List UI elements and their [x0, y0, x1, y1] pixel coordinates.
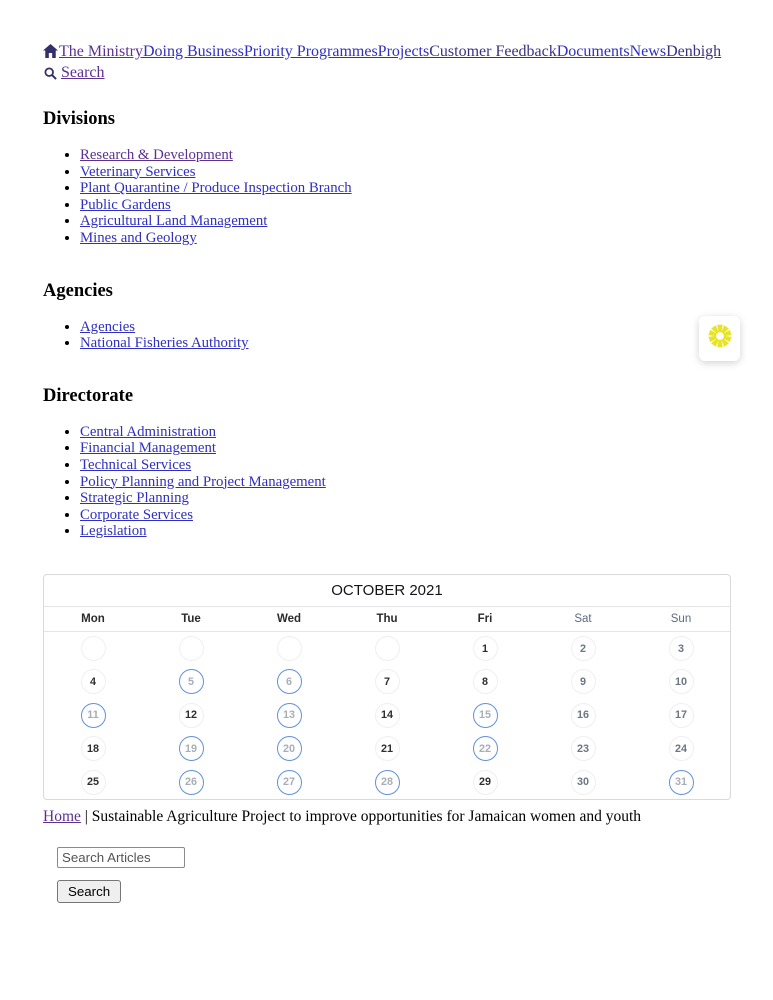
calendar-day-6-event[interactable]: 6: [277, 669, 302, 694]
calendar-day-8: 8: [473, 669, 498, 694]
link-national-fisheries-authority[interactable]: National Fisheries Authority: [80, 335, 249, 352]
calendar-weekday-wed: Wed: [276, 612, 302, 625]
list-item: [80, 213, 731, 230]
list-item: [80, 424, 731, 441]
calendar-weekday-tue: Tue: [181, 612, 201, 625]
list-item: [80, 440, 731, 457]
calendar-day-4: 4: [81, 669, 106, 694]
calendar-day-25: 25: [81, 770, 106, 795]
calendar-day-20-event[interactable]: 20: [277, 736, 302, 761]
nav-link-news[interactable]: News: [629, 43, 667, 60]
calendar-day-26-event[interactable]: 26: [179, 770, 204, 795]
home-breadcrumb-link[interactable]: Home: [43, 807, 81, 825]
calendar-cell: [632, 632, 730, 665]
calendar-cell: [240, 765, 338, 798]
nav-link-priority-programmes[interactable]: Priority Programmes: [243, 43, 378, 60]
calendar-cell: [142, 699, 240, 732]
section-list-directorate: [43, 424, 731, 540]
link-plant-quarantine-produce-inspection-branch[interactable]: Plant Quarantine / Produce Inspection Branch: [80, 180, 352, 197]
calendar-cell: [534, 665, 632, 698]
calendar-cell: [142, 665, 240, 698]
list-item: [80, 147, 731, 164]
link-agricultural-land-management[interactable]: Agricultural Land Management: [80, 213, 268, 230]
list-item: [80, 164, 731, 181]
calendar-cell: [632, 732, 730, 765]
article-search-form: [57, 847, 731, 903]
calendar-cell: [338, 665, 436, 698]
calendar-cell: [44, 699, 142, 732]
article-title: Sustainable Agriculture Project to improve opportunities for Jamaican women and youth: [91, 807, 642, 825]
calendar-weekday-thu: Thu: [376, 612, 398, 625]
link-corporate-services[interactable]: Corporate Services: [80, 506, 193, 523]
calendar-cell: [44, 732, 142, 765]
calendar-cell: [436, 732, 534, 765]
calendar-cell: [240, 699, 338, 732]
asterisk-icon: [705, 321, 735, 356]
calendar-cell: [534, 732, 632, 765]
nav-link-search[interactable]: [43, 64, 105, 81]
calendar-cell: [240, 732, 338, 765]
list-item: [80, 319, 731, 336]
section-title-agencies: Agencies: [43, 280, 113, 301]
calendar-cell: [436, 765, 534, 798]
calendar-day-31-event[interactable]: 31: [669, 770, 694, 795]
calendar-title: OCTOBER 2021: [44, 575, 730, 607]
calendar-weekday-sat: Sat: [574, 612, 592, 625]
breadcrumb-separator: |: [84, 807, 88, 825]
calendar-cell: [44, 665, 142, 698]
calendar-day-29: 29: [473, 770, 498, 795]
calendar-day-22-event[interactable]: 22: [473, 736, 498, 761]
list-item: [80, 490, 731, 507]
calendar-day-1: 1: [473, 636, 498, 661]
calendar-day-14: 14: [375, 703, 400, 728]
calendar-cell: [436, 632, 534, 665]
calendar-day-21: 21: [375, 736, 400, 761]
calendar-day-12: 12: [179, 703, 204, 728]
calendar-day-empty: [179, 636, 204, 661]
calendar-day-7: 7: [375, 669, 400, 694]
calendar-day-18: 18: [81, 736, 106, 761]
calendar-weekday-mon: Mon: [81, 612, 105, 625]
link-central-administration[interactable]: Central Administration: [80, 423, 217, 440]
section-list-agencies: [43, 319, 731, 352]
floating-widget-button[interactable]: [699, 316, 740, 361]
calendar-day-11-event[interactable]: 11: [81, 703, 106, 728]
calendar-cell: [338, 765, 436, 798]
link-policy-planning-and-project-management[interactable]: Policy Planning and Project Management: [80, 473, 326, 490]
nav-search-label: Search: [61, 64, 105, 81]
section-title-directorate: Directorate: [43, 385, 134, 406]
calendar-cell: [240, 665, 338, 698]
search-articles-button[interactable]: Search: [57, 880, 121, 903]
calendar-cell: [632, 765, 730, 798]
link-public-gardens[interactable]: Public Gardens: [80, 196, 171, 213]
calendar-day-28-event[interactable]: 28: [375, 770, 400, 795]
calendar-grid: [44, 632, 730, 799]
nav-link-projects[interactable]: Projects: [377, 43, 430, 60]
calendar-day-17: 17: [669, 703, 694, 728]
calendar-cell: [44, 632, 142, 665]
section-list-divisions: [43, 147, 731, 247]
calendar-day-10: 10: [669, 669, 694, 694]
list-item: [80, 474, 731, 491]
calendar-cell: [142, 765, 240, 798]
link-mines-and-geology[interactable]: Mines and Geology: [80, 229, 197, 246]
calendar-day-23: 23: [571, 736, 596, 761]
list-item: [80, 180, 731, 197]
nav-link-denbigh[interactable]: Denbigh: [666, 43, 722, 60]
nav-link-customer-feedback[interactable]: Customer Feedback: [429, 43, 557, 60]
magnifier-icon: [44, 66, 57, 85]
calendar-day-30: 30: [571, 770, 596, 795]
list-item: [80, 507, 731, 524]
section-title-divisions: Divisions: [43, 109, 115, 129]
calendar-cell: [338, 699, 436, 732]
list-item: [80, 230, 731, 247]
link-veterinary-services[interactable]: Veterinary Services: [80, 163, 196, 180]
calendar-day-19-event[interactable]: 19: [179, 736, 204, 761]
calendar-cell: [338, 732, 436, 765]
calendar-weekday-fri: Fri: [477, 612, 493, 625]
calendar-day-2: 2: [571, 636, 596, 661]
search-articles-input[interactable]: [57, 847, 185, 868]
calendar-weekday-row: [44, 607, 730, 632]
sections: [43, 109, 731, 540]
nav-link-doing-business[interactable]: Doing Business: [143, 43, 244, 60]
link-research-development[interactable]: Research & Development: [80, 147, 233, 163]
calendar-day-27-event[interactable]: 27: [277, 770, 302, 795]
home-icon: [43, 44, 58, 63]
calendar-cell: [632, 665, 730, 698]
calendar-cell: [44, 765, 142, 798]
calendar-day-24: 24: [669, 736, 694, 761]
calendar-cell: [534, 765, 632, 798]
list-item: [80, 335, 731, 352]
calendar-cell: [534, 632, 632, 665]
calendar-day-13-event[interactable]: 13: [277, 703, 302, 728]
link-legislation[interactable]: Legislation: [80, 523, 147, 540]
top-nav: [43, 42, 731, 85]
link-agencies[interactable]: Agencies: [80, 318, 136, 335]
calendar-day-empty: [81, 636, 106, 661]
calendar-day-3: 3: [669, 636, 694, 661]
calendar-cell: [534, 699, 632, 732]
calendar-cell: [436, 665, 534, 698]
calendar-widget: [43, 574, 731, 800]
nav-link-documents[interactable]: Documents: [556, 43, 630, 60]
link-technical-services[interactable]: Technical Services: [80, 456, 192, 473]
calendar-cell: [142, 732, 240, 765]
list-item: [80, 457, 731, 474]
list-item: [80, 197, 731, 214]
calendar-cell: [240, 632, 338, 665]
nav-link-the-ministry[interactable]: The Ministry: [59, 43, 143, 60]
calendar-weekday-sun: Sun: [670, 612, 692, 625]
list-item: [80, 523, 731, 540]
calendar-cell: [142, 632, 240, 665]
calendar-day-16: 16: [571, 703, 596, 728]
calendar-day-empty: [375, 636, 400, 661]
calendar-day-empty: [277, 636, 302, 661]
home-link[interactable]: [43, 43, 59, 60]
link-strategic-planning[interactable]: Strategic Planning: [80, 490, 189, 507]
calendar-day-5-event[interactable]: 5: [179, 669, 204, 694]
calendar-cell: [436, 699, 534, 732]
breadcrumb: [43, 808, 731, 826]
calendar-cell: [338, 632, 436, 665]
calendar-cell: [632, 699, 730, 732]
calendar-day-15-event[interactable]: 15: [473, 703, 498, 728]
calendar-day-9: 9: [571, 669, 596, 694]
link-financial-management[interactable]: Financial Management: [80, 440, 217, 457]
